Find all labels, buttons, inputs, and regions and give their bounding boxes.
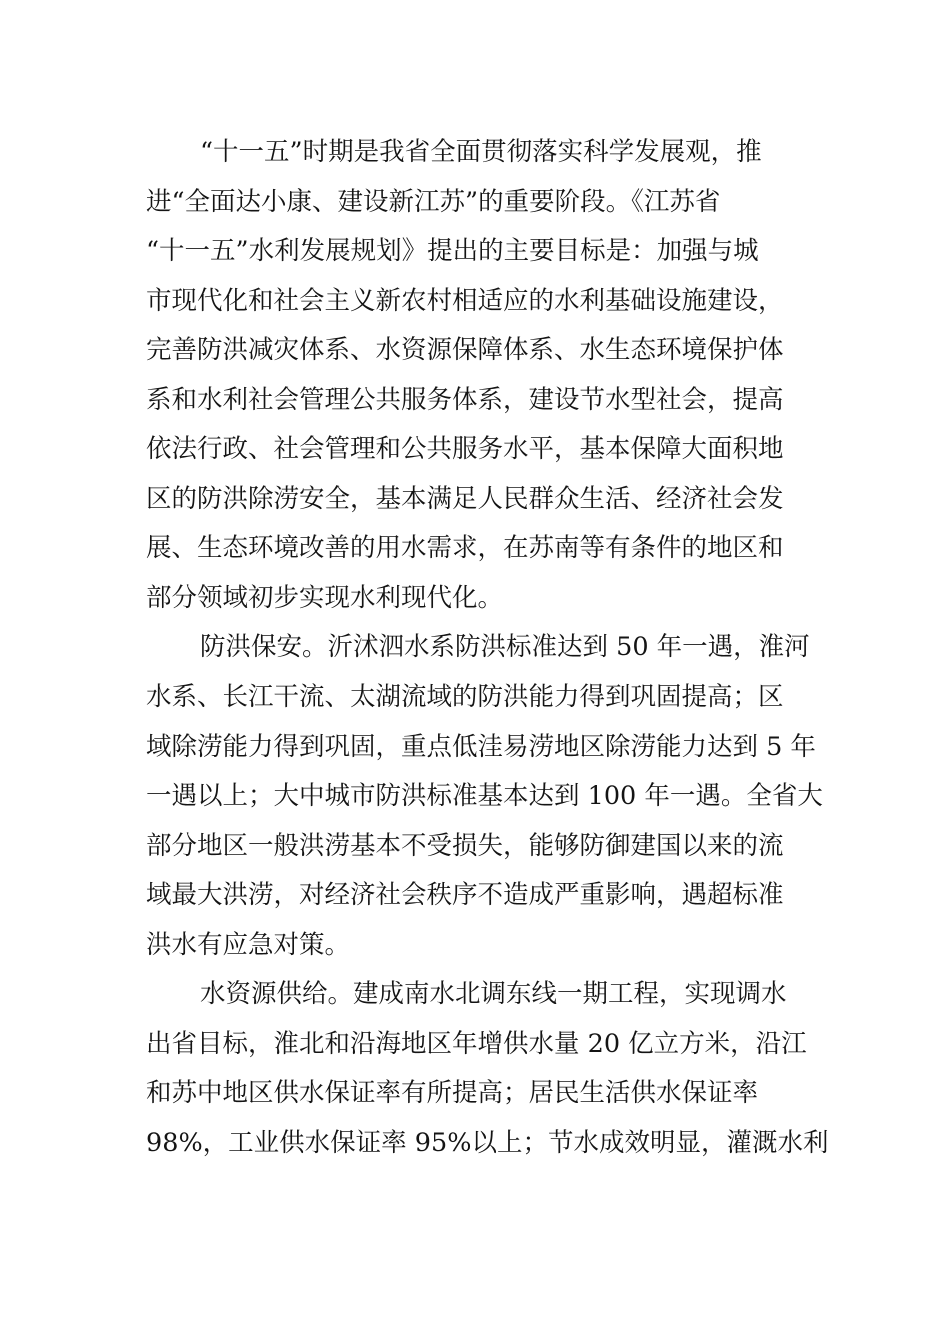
paragraph-1-line-1: “十一五”时期是我省全面贯彻落实科学发展观，推 bbox=[200, 137, 762, 167]
paragraph-2-line-5: 部分地区一般洪涝基本不受损失，能够防御建国以来的流 bbox=[146, 831, 784, 861]
paragraph-1-line-2: 进“全面达小康、建设新江苏”的重要阶段。《江苏省 bbox=[146, 187, 721, 217]
paragraph-2-line-2: 水系、长江干流、太湖流域的防洪能力得到巩固提高；区 bbox=[146, 682, 784, 712]
paragraph-1-line-9: 展、生态环境改善的用水需求，在苏南等有条件的地区和 bbox=[146, 533, 784, 563]
paragraph-3-line-2: 出省目标，淮北和沿海地区年增供水量 20 亿立方米，沿江 bbox=[146, 1029, 807, 1059]
paragraph-1-line-7: 依法行政、社会管理和公共服务水平，基本保障大面积地 bbox=[146, 434, 784, 464]
paragraph-1-line-3: “十一五”水利发展规划》提出的主要目标是：加强与城 bbox=[146, 236, 759, 266]
paragraph-3-line-3: 和苏中地区供水保证率有所提高；居民生活供水保证率 bbox=[146, 1078, 759, 1108]
paragraph-3-line-1: 水资源供给。建成南水北调东线一期工程，实现调水 bbox=[200, 979, 787, 1009]
paragraph-2-line-6: 域最大洪涝，对经济社会秩序不造成严重影响，遇超标准 bbox=[146, 880, 784, 910]
paragraph-2-line-7: 洪水有应急对策。 bbox=[146, 930, 351, 960]
paragraph-2-line-4: 一遇以上；大中城市防洪标准基本达到 100 年一遇。全省大 bbox=[146, 781, 823, 811]
paragraph-2-line-1: 防洪保安。沂沭泗水系防洪标准达到 50 年一遇，淮河 bbox=[200, 632, 810, 662]
paragraph-1-line-4: 市现代化和社会主义新农村相适应的水利基础设施建设， bbox=[146, 286, 784, 316]
paragraph-1-line-8: 区的防洪除涝安全，基本满足人民群众生活、经济社会发 bbox=[146, 484, 784, 514]
paragraph-2-line-3: 域除涝能力得到巩固，重点低洼易涝地区除涝能力达到 5 年 bbox=[146, 732, 816, 762]
paragraph-1-line-10: 部分领域初步实现水利现代化。 bbox=[146, 583, 504, 613]
paragraph-1-line-6: 系和水利社会管理公共服务体系，建设节水型社会，提高 bbox=[146, 385, 784, 415]
paragraph-3-line-4: 98%，工业供水保证率 95%以上；节水成效明显，灌溉水利 bbox=[146, 1128, 829, 1158]
paragraph-1-line-5: 完善防洪减灾体系、水资源保障体系、水生态环境保护体 bbox=[146, 335, 784, 365]
